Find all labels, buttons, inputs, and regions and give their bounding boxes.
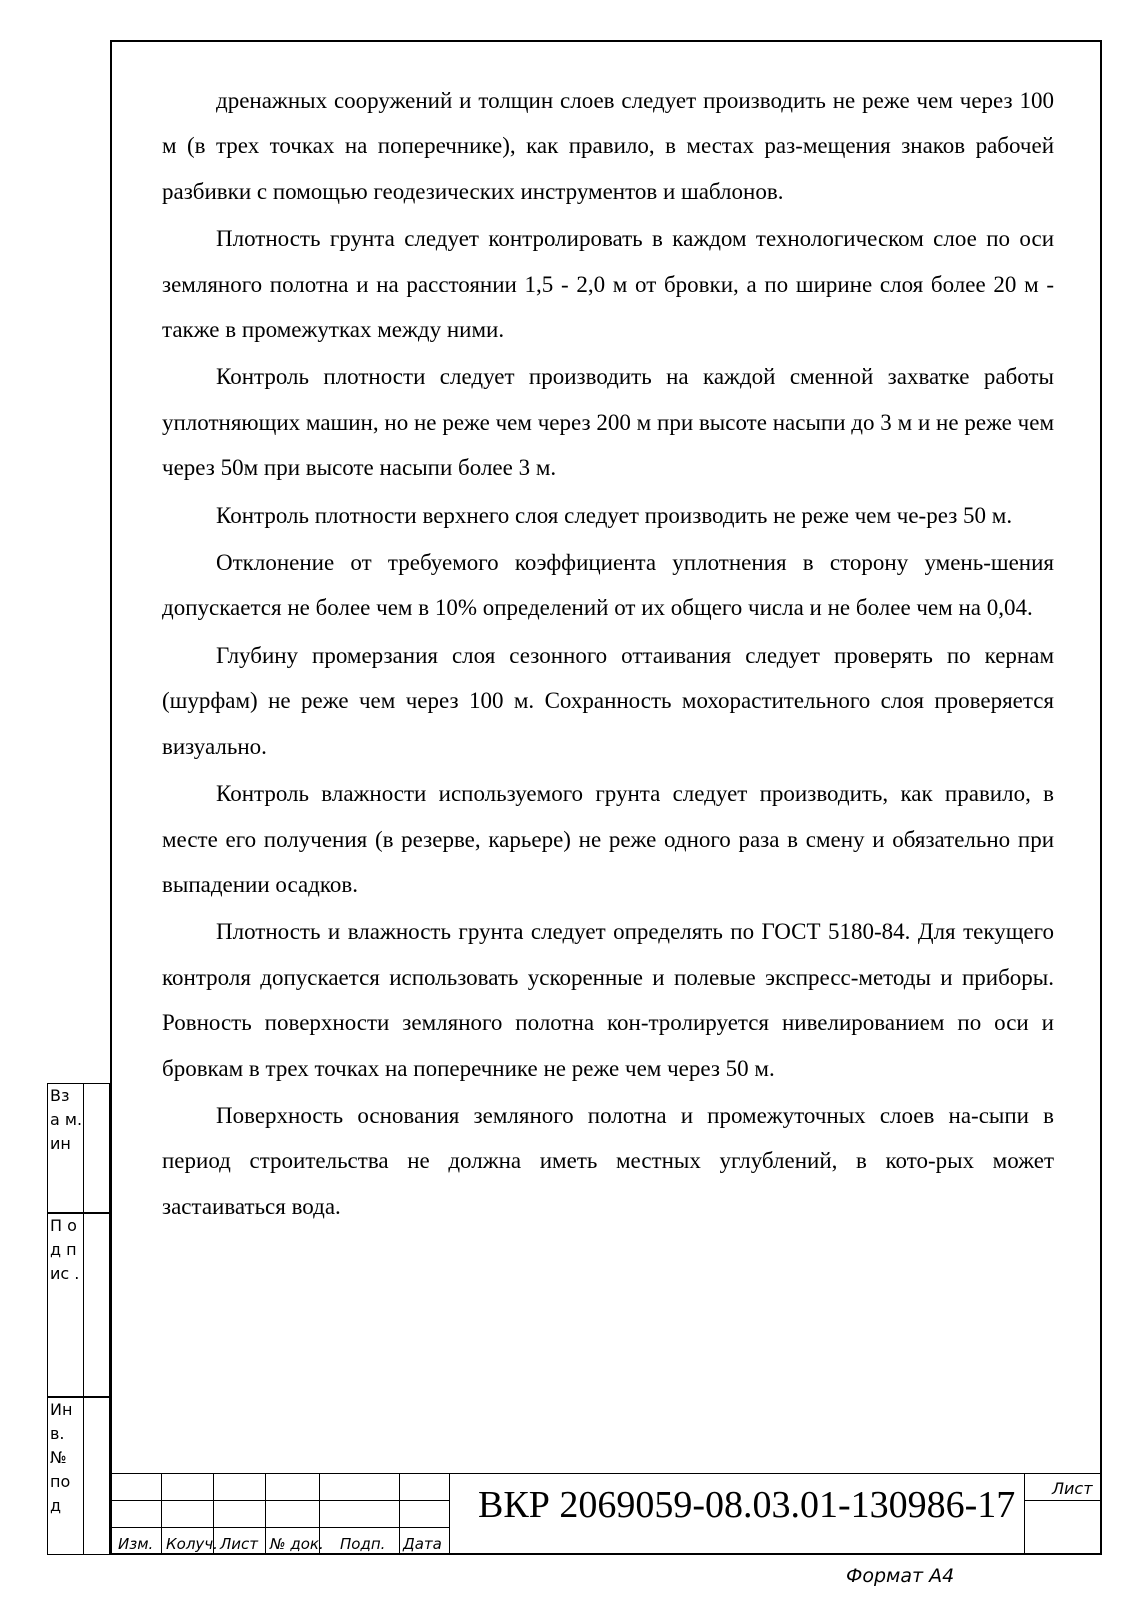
- paragraph-8: Плотность и влажность грунта следует определять по ГОСТ 5180-84. Для текущего контроля допускается использовать ускоренные и полевые экспресс-методы и приборы. Ровность поверхности земляного полотна кон-тролируется нивелированием по оси и бровкам в трех точках на поперечнике не реже чем через 50 м.: [162, 919, 1054, 1081]
- paragraph-2: Плотность грунта следует контролировать в каждом технологическом слое по оси земляного полотна и на расстоянии 1,5 - 2,0 м от бровки, а по ширине слоя более 20 м - также в промежутках между ними.: [162, 226, 1054, 343]
- header-list: Лист: [220, 1535, 259, 1553]
- header-izm: Изм.: [118, 1535, 154, 1553]
- header-data: Дата: [403, 1535, 442, 1553]
- side-label-inv: Ин в. № по д: [48, 1398, 84, 1554]
- paragraph-3: Контроль плотности следует производить на каждой сменной захватке работы уплотняющих машин, но не реже чем через 200 м при высоте насыпи до 3 м и не реже чем через 50м при высоте насыпи более 3 м.: [162, 364, 1054, 481]
- document-body: [162, 78, 1054, 1231]
- side-stamp-vzam: [47, 1083, 110, 1213]
- paragraph-4: Контроль плотности верхнего слоя следует производить не реже чем че-рез 50 м.: [216, 502, 1013, 528]
- header-doc-no: № док.: [270, 1535, 324, 1553]
- side-label-podpis: П о д п ис .: [48, 1214, 84, 1396]
- header-koluch: Колуч.: [166, 1535, 218, 1553]
- format-label: Формат А4: [846, 1565, 955, 1587]
- paragraph-9: Поверхность основания земляного полотна и промежуточных слоев на-сыпи в период строительства не должна иметь местных углублений, в кото-рых может застаиваться вода.: [162, 1102, 1054, 1219]
- document-code: ВКР 2069059-08.03.01-130986-17: [478, 1484, 1016, 1526]
- sheet-label: Лист: [1052, 1479, 1093, 1498]
- paragraph-5: Отклонение от требуемого коэффициента уплотнения в сторону умень-шения допускается не более чем в 10% определений от их общего числа и не более чем на 0,04.: [162, 550, 1054, 621]
- side-stamp-podpis: [47, 1213, 110, 1397]
- paragraph-7: Контроль влажности используемого грунта следует производить, как правило, в месте его получения (в резерве, карьере) не реже одного раза в смену и обязательно при выпадении осадков.: [162, 781, 1054, 897]
- side-stamp-inv: [47, 1397, 110, 1555]
- paragraph-6: Глубину промерзания слоя сезонного оттаивания следует проверять по кернам (шурфам) не реже чем через 100 м. Сохранность мохорастительного слоя проверяется визуально.: [162, 642, 1054, 759]
- side-label-vzam: Вз а м. ин: [48, 1084, 84, 1212]
- header-podp: Подп.: [340, 1535, 386, 1553]
- paragraph-1: дренажных сооружений и толщин слоев следует производить не реже чем через 100 м (в трех точках на поперечнике), как правило, в местах раз-мещения знаков рабочей разбивки с помощью геодезических инструментов и шаблонов.: [162, 88, 1054, 204]
